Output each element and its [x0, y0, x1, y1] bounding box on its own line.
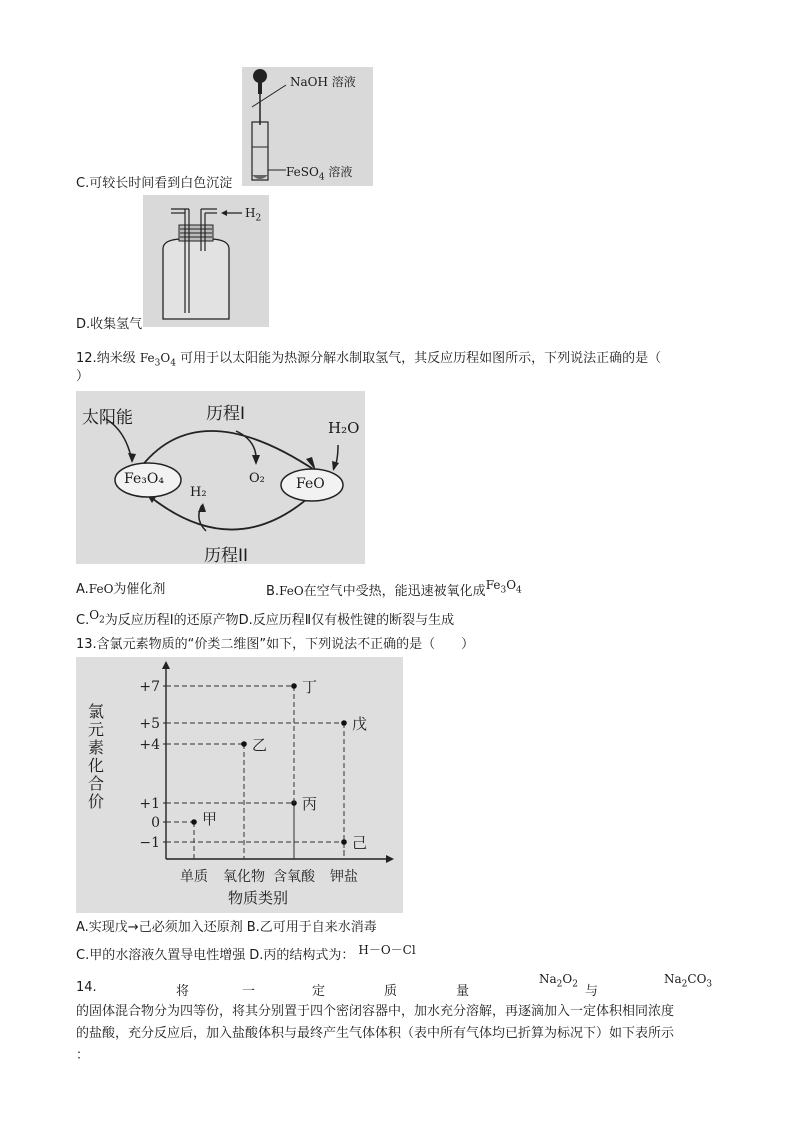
- point-label: 丙: [302, 795, 318, 813]
- o2-label: O₂: [249, 471, 265, 486]
- q13-chart: [76, 657, 403, 913]
- point-label: 甲: [202, 810, 218, 828]
- q12-options-ab: A.FeO为催化剂: [76, 582, 166, 597]
- q12-formula: $Fe_3O_4$: [139, 351, 176, 369]
- point-label: 丁: [302, 678, 318, 696]
- naoh-label: NaOH 溶液: [290, 75, 356, 89]
- q14-line-2: 的固体混合物分为四等份，将其分别置于四个密闭容器中，加水充分溶解，再逐滴加入一定体积相同浓度: [76, 1004, 675, 1019]
- point-label: 戊: [352, 715, 368, 733]
- feso4-label: FeSO$_4$ 溶液: [286, 165, 353, 183]
- x-category-label: 氧化物: [223, 869, 265, 885]
- q14-first-line: 14. 将 一 定 质 量 $Na_2O_2$ 与 $Na_2CO_3$: [76, 972, 713, 999]
- q12-reaction-diagram: [76, 391, 365, 564]
- item-c: C.可较长时间看到白色沉淀: [76, 176, 233, 191]
- data-point: [341, 839, 347, 845]
- y-axis-arrow: [162, 661, 170, 669]
- q14-line-4: ：: [76, 1048, 90, 1063]
- point-label: 己: [352, 834, 368, 852]
- process-2-label: 历程II: [204, 546, 249, 566]
- q12-stem: 12.纳米级 $Fe_3O_4$ 可用于以太阳能为热源分解水制取氢气，其反应历程如图所示，下列说法正确的是（: [76, 351, 662, 369]
- figure-d-apparatus: [143, 195, 269, 327]
- y-tick-label: +4: [139, 737, 160, 753]
- x-category-label: 钾盐: [330, 869, 358, 885]
- h2-arrow-label: $H_2$: [245, 206, 262, 224]
- q13-stem: 13.含氯元素物质的“价类二维图”如下，下列说法不正确的是（ ）: [76, 637, 475, 652]
- q12-stem-close: ）: [76, 369, 90, 384]
- x-axis-arrow: [386, 855, 394, 863]
- q13-options-ab: A.实现戊→己必须加入还原剂 B.乙可用于自来水消毒: [76, 920, 377, 935]
- h2-label: H₂: [190, 485, 207, 500]
- q12-options-cd: $C.O_2$为反应历程Ⅰ的还原产物D.反应历程Ⅱ仅有极性键的断裂与生成: [76, 608, 455, 628]
- y-tick-label: +1: [139, 796, 160, 812]
- process-1-label: 历程I: [206, 404, 246, 424]
- y-axis-label: 氯元素化合价: [88, 702, 105, 811]
- x-category-label: 含氧酸: [273, 869, 315, 885]
- q14-line-3: 的盐酸，充分反应后，加入盐酸体积与最终产生气体体积（表中所有气体均已折算为标况下）如下表所示: [76, 1026, 675, 1041]
- data-point: [291, 683, 297, 689]
- data-point: [241, 741, 247, 747]
- figure-c-apparatus: [242, 67, 373, 186]
- y-tick-label: +7: [139, 679, 160, 695]
- valence-class-chart: [76, 657, 403, 913]
- item-d: D.收集氢气: [76, 317, 143, 332]
- data-point: [191, 819, 197, 825]
- sun-energy-label: 太阳能: [82, 408, 133, 428]
- fe3o4-node: Fe₃O₄: [124, 471, 164, 487]
- point-label: 乙: [252, 736, 268, 754]
- y-tick-label: +5: [139, 716, 160, 732]
- h2o-label: H₂O: [328, 419, 360, 437]
- y-tick-label: 0: [151, 815, 160, 831]
- na2o2-formula: $Na_2O_2$: [539, 972, 578, 990]
- q12-option-b: B.FeO在空气中受热，能迅速被氧化成$Fe_3O_4$: [266, 578, 522, 599]
- feo-node: FeO: [296, 476, 325, 492]
- na2co3-formula: $Na_2CO_3$: [664, 972, 713, 990]
- q13-options-cd: C.甲的水溶液久置导电性增强 D.丙的结构式为： H－O－Cl: [76, 943, 416, 963]
- data-point: [341, 720, 347, 726]
- x-category-label: 单质: [180, 869, 208, 885]
- y-tick-label: −1: [139, 835, 160, 851]
- x-axis-label: 物质类别: [228, 889, 289, 907]
